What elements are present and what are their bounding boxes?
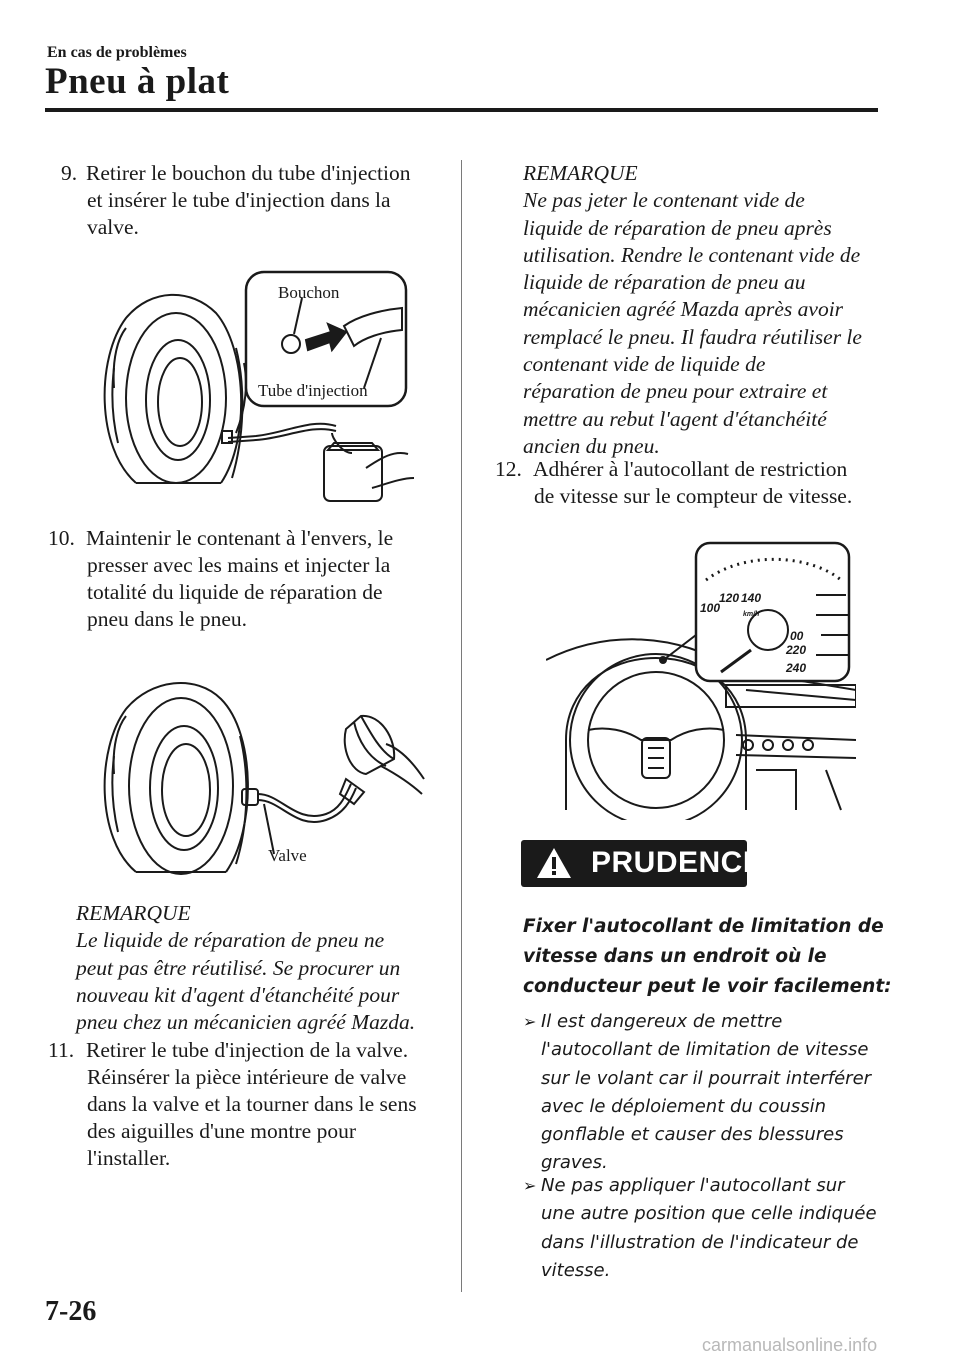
note-1 bbox=[76, 900, 415, 1036]
note-line: nouveau kit d'agent d'étanchéité pour bbox=[76, 982, 400, 1007]
speed-unit: km/h bbox=[743, 611, 760, 618]
step-line: et insérer le tube d'injection dans la bbox=[87, 188, 391, 212]
bullet-line: dans l'illustration de l'indicateur de bbox=[541, 1231, 859, 1253]
step-line: Retirer le bouchon du tube d'injection bbox=[86, 161, 411, 185]
bullet-line: une autre position que celle indiquée bbox=[541, 1203, 877, 1225]
note-line: pneu chez un mécanicien agréé Mazda. bbox=[76, 1010, 416, 1035]
speed-label: 00 bbox=[790, 629, 804, 643]
note-line: réparation de pneu pour extraire et bbox=[523, 379, 828, 404]
bullet-line: Il est dangereux de mettre bbox=[541, 1011, 783, 1032]
caution-heading-line: Fixer l'autocollant de limitation de bbox=[523, 916, 884, 937]
step-line: Maintenir le contenant à l'envers, le bbox=[86, 526, 394, 550]
bullet-line: avec le déploiement du coussin bbox=[541, 1095, 827, 1117]
column-divider bbox=[461, 160, 462, 1292]
step-line: de vitesse sur le compteur de vitesse. bbox=[534, 484, 853, 508]
speed-label: 240 bbox=[786, 661, 807, 675]
note-line: mettre au rebut l'agent d'étanchéité bbox=[523, 406, 827, 431]
bullet-line: graves. bbox=[541, 1152, 608, 1174]
step-line: valve. bbox=[87, 215, 139, 239]
watermark: carmanualsonline.info bbox=[702, 1335, 878, 1355]
caution-body bbox=[523, 912, 892, 1002]
speed-label: 220 bbox=[786, 643, 807, 657]
page-title: Pneu à plat bbox=[45, 61, 230, 102]
note-line: peut pas être réutilisé. Se procurer un bbox=[76, 955, 401, 980]
label-bouchon: Bouchon bbox=[278, 283, 340, 302]
note-heading: REMARQUE bbox=[76, 901, 191, 925]
step-line: presser avec les mains et injecter la bbox=[87, 553, 391, 577]
speed-label: 120 bbox=[719, 591, 740, 605]
prudence-label: PRUDENCE bbox=[591, 846, 764, 879]
step-line: l'installer. bbox=[87, 1146, 171, 1170]
tire-outline bbox=[105, 295, 242, 483]
speed-label: 100 bbox=[700, 601, 721, 615]
figure-tire-valve bbox=[96, 654, 426, 886]
page-number: 7-26 bbox=[45, 1296, 97, 1327]
caution-heading-line: conducteur peut le voir facilement: bbox=[523, 976, 892, 997]
title-rule bbox=[45, 108, 878, 112]
bullet-line: l'autocollant de limitation de vitesse bbox=[541, 1039, 869, 1061]
label-valve: Valve bbox=[268, 846, 307, 865]
step-line: dans la valve et la tourner dans le sens bbox=[87, 1092, 417, 1116]
arrow-bullet-icon: ➢ bbox=[523, 1176, 537, 1195]
step-line: Réinsérer la pièce intérieure de valve bbox=[87, 1065, 407, 1089]
note-line: liquide de réparation de pneu au bbox=[523, 270, 806, 295]
step-number: 10. bbox=[48, 526, 75, 550]
note-line: Ne pas jeter le contenant vide de bbox=[523, 188, 805, 213]
note-line: Le liquide de réparation de pneu ne bbox=[76, 928, 385, 953]
step-line: pneu dans le pneu. bbox=[87, 607, 248, 631]
bullet-line: vitesse. bbox=[541, 1259, 611, 1281]
warning-icon bbox=[535, 846, 573, 880]
step-line: Retirer le tube d'injection de la valve. bbox=[86, 1038, 409, 1062]
bullet-line: gonflable et causer des blessures bbox=[541, 1124, 844, 1146]
step-number: 12. bbox=[495, 457, 522, 481]
step-number: 9. bbox=[61, 161, 78, 185]
step-line: totalité du liquide de réparation de bbox=[87, 580, 383, 604]
note-heading: REMARQUE bbox=[523, 161, 638, 185]
bullet-line: sur le volant car il pourrait interférer bbox=[541, 1067, 872, 1089]
step-line: des aiguilles d'une montre pour bbox=[87, 1119, 356, 1143]
arrow-bullet-icon: ➢ bbox=[523, 1012, 537, 1031]
note-line: liquide de réparation de pneu après bbox=[523, 215, 832, 240]
note-line: utilisation. Rendre le contenant vide de bbox=[523, 242, 861, 267]
note-line: contenant vide de liquide de bbox=[523, 352, 766, 377]
label-tube-injection: Tube d'injection bbox=[258, 381, 368, 400]
caution-heading bbox=[523, 912, 892, 1002]
note-2 bbox=[523, 160, 862, 460]
bullet-line: Ne pas appliquer l'autocollant sur bbox=[541, 1175, 845, 1196]
note-line: remplacé le pneu. Il faudra réutiliser le bbox=[523, 324, 862, 349]
caution-heading-line: vitesse dans un endroit où le bbox=[523, 946, 827, 967]
section-label: En cas de problèmes bbox=[47, 44, 187, 61]
note-line: mécanicien agréé Mazda après avoir bbox=[523, 297, 844, 322]
figure-tire-injection bbox=[96, 268, 416, 508]
speed-label: 140 bbox=[741, 591, 762, 605]
figure-dashboard-speedometer bbox=[546, 540, 856, 820]
step-line: Adhérer à l'autocollant de restriction bbox=[533, 457, 848, 481]
note-line: ancien du pneu. bbox=[523, 433, 660, 458]
step-number: 11. bbox=[48, 1038, 75, 1062]
prudence-banner bbox=[521, 840, 764, 887]
